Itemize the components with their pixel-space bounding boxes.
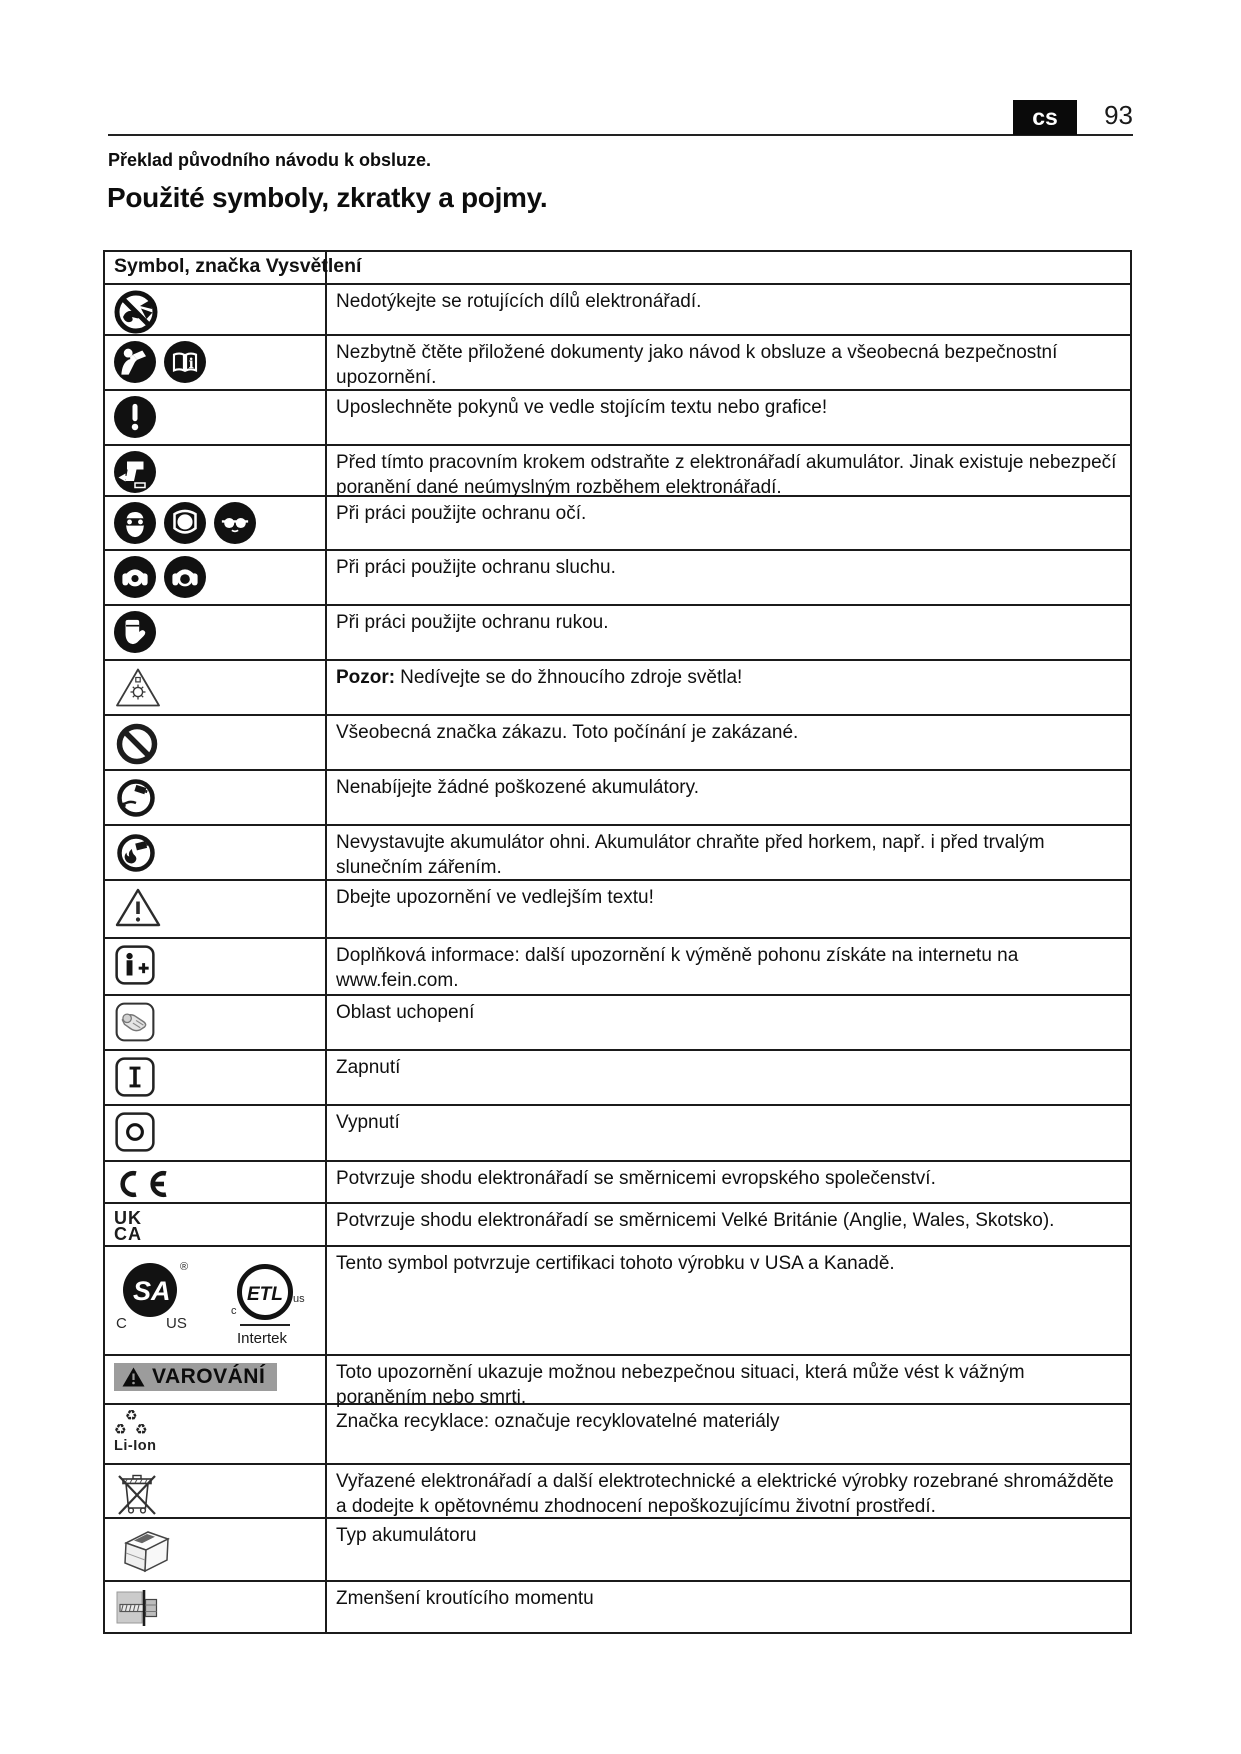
symbol-cell [105,1582,327,1632]
symbol-cell [105,716,327,769]
language-badge: cs [1013,100,1077,135]
row-text: Nedotýkejte se rotujících dílů elektronářadí. [336,291,702,312]
symbol-cell [105,939,327,994]
eye-protection-icon [214,502,256,544]
svg-text:Intertek: Intertek [237,1330,288,1347]
table-row [105,824,1130,879]
ear-protection-icon-1 [114,556,156,598]
read-manual-person-icon [114,341,156,383]
row-text-bold: Pozor: [336,667,396,688]
row-text: Nezbytně čtěte přiložené dokumenty jako návod k obsluze a všeobecná bezpečnostní upozornění. [336,342,1058,388]
table-row [105,389,1130,444]
explanation-cell [327,551,1130,604]
row-text: Dbejte upozornění ve vedlejším textu! [336,887,654,908]
explanation-cell [327,1162,1130,1202]
torque-reduction-icon [114,1590,172,1628]
ear-protection-icon-2 [164,556,206,598]
explanation-cell [327,1204,1130,1245]
row-text: Zapnutí [336,1057,401,1078]
additional-info-icon [114,944,156,986]
explanation-cell [327,716,1130,769]
table-header: Symbol, značka Vysvětlení [114,255,362,277]
explanation-cell [327,1582,1130,1632]
row-text: Značka recyklace: označuje recyklovatelné materiály [336,1411,780,1432]
row-text: Vypnutí [336,1112,400,1133]
symbol-cell [105,1162,327,1202]
symbol-cell [105,661,327,714]
row-text: Nenabíjejte žádné poškozené akumulátory. [336,777,699,798]
ukca-line2: CA [114,1224,142,1244]
explanation-cell [327,1356,1130,1408]
table-row [105,1580,1130,1632]
symbol-cell [105,1405,327,1463]
row-text: Nedívejte se do žhnoucího zdroje světla! [400,667,743,688]
row-text: Při práci použijte ochranu očí. [336,503,587,524]
explanation-cell [327,606,1130,659]
explanation-cell [327,996,1130,1049]
table-row [105,879,1130,937]
row-text: Při práci použijte ochranu rukou. [336,612,609,633]
header-explanation-cell [327,252,1130,283]
table-row [105,604,1130,659]
explanation-cell [327,285,1130,334]
table-row [105,1463,1130,1517]
no-touch-rotating-parts-icon [114,290,158,334]
row-text: Uposlechněte pokynů ve vedle stojícím textu nebo grafice! [336,397,828,418]
table-row [105,1049,1130,1104]
liion-label: Li-Ion [114,1438,157,1454]
row-text: Typ akumulátoru [336,1525,477,1546]
symbol-cell [105,826,327,879]
table-row [105,1245,1130,1354]
symbol-cell [105,771,327,824]
symbol-cell [105,336,327,389]
follow-instructions-icon [114,396,156,438]
table-row [105,1202,1130,1245]
row-text: Nevystavujte akumulátor ohni. Akumulátor chraňte před horkem, např. i před trvalým slunečním zářením. [336,832,1045,878]
svg-text:SA: SA [133,1276,171,1306]
table-row [105,994,1130,1049]
row-text: Před tímto pracovním krokem odstraňte z elektronářadí akumulátor. Jinak existuje nebezpečí poranění dané neúmyslným rozběhem elektronářadí. [336,452,1117,498]
manual-book-info-icon [164,341,206,383]
symbol-cell [105,606,327,659]
explanation-cell [327,1519,1130,1580]
table-row [105,1104,1130,1160]
explanation-cell [327,336,1130,389]
ce-mark-icon [114,1169,176,1199]
explanation-cell [327,1051,1130,1104]
symbol-cell [105,1519,327,1580]
row-text: Při práci použijte ochranu sluchu. [336,557,616,578]
row-text: Zmenšení kroutícího momentu [336,1588,594,1609]
table-row [105,937,1130,994]
etl-mark-icon [231,1267,305,1348]
remove-battery-icon [114,451,156,493]
table-row [105,283,1130,334]
symbol-cell [105,881,327,937]
row-text: Tento symbol potvrzuje certifikaci tohoto výrobku v USA a Kanadě. [336,1253,895,1274]
table-row [105,549,1130,604]
symbol-cell [105,446,327,495]
recycle-symbols-bottom: ♻ ♻ [114,1422,150,1438]
symbol-cell [105,1465,327,1517]
protective-gloves-icon [114,611,156,653]
safety-goggles-icon [114,502,156,544]
explanation-cell [327,497,1130,549]
grip-area-icon [114,1001,156,1043]
symbol-cell [105,1106,327,1160]
explanation-cell [327,939,1130,994]
row-text: Všeobecná značka zákazu. Toto počínání je zakázané. [336,722,799,743]
table-row [105,1517,1130,1580]
power-off-icon [114,1111,156,1153]
svg-text:®: ® [180,1261,189,1273]
crossed-out-wheelie-bin-icon [114,1468,160,1516]
explanation-cell [327,391,1130,444]
table-row [105,1354,1130,1408]
explanation-cell [327,826,1130,879]
explanation-cell [327,1465,1130,1517]
csa-etl-marks [114,1252,318,1352]
no-charging-damaged-battery-icon [114,776,158,820]
doc-title: Použité symboly, zkratky a pojmy. [107,182,548,213]
symbols-table [103,250,1132,1634]
symbol-cell [105,285,327,334]
table-row [105,495,1130,549]
svg-text:US: US [166,1315,187,1332]
explanation-cell [327,1247,1130,1354]
table-row [105,444,1130,498]
power-on-icon [114,1056,156,1098]
csa-mark-icon [116,1261,188,1332]
recycling-icon [114,1409,156,1453]
table-header-row [105,252,1130,283]
row-text: Oblast uchopení [336,1002,475,1023]
explanation-cell [327,881,1130,937]
warning-badge-label: VAROVÁNÍ [152,1365,266,1388]
explanation-cell [327,1106,1130,1160]
prohibition-icon [114,721,160,767]
explanation-cell [327,661,1130,714]
doc-subtitle: Překlad původního návodu k obsluze. [108,150,432,170]
warning-badge-triangle-icon [122,1367,145,1387]
symbol-cell [105,1204,327,1245]
row-text: Vyřazené elektronářadí a další elektrotechnické a elektrické výrobky rozebrané shromážděte a dodejte k opětovnému zhodnocení nepoškozujícímu životní prostředí. [336,1471,1114,1517]
face-shield-icon [164,502,206,544]
page-number: 93 [1104,100,1133,130]
table-row [105,334,1130,389]
symbol-cell [105,1051,327,1104]
symbol-cell [105,1356,327,1403]
bright-light-warning-icon [114,666,162,709]
symbol-cell [105,996,327,1049]
warning-badge [114,1363,277,1391]
symbol-cell [105,391,327,444]
table-row [105,1160,1130,1202]
recycle-symbol-top: ♻ [125,1408,138,1424]
ukca-mark-icon [114,1210,142,1242]
row-text: Potvrzuje shodu elektronářadí se směrnicemi Velké Británie (Anglie, Wales, Skotsko). [336,1210,1055,1231]
row-text: Doplňková informace: další upozornění k výměně pohonu získáte na internetu na www.fein.com. [336,945,1019,991]
warning-triangle-icon [114,886,162,929]
row-text: Potvrzuje shodu elektronářadí se směrnicemi evropského společenství. [336,1168,936,1189]
header-rule [108,134,1133,136]
ukca-line1: UK [114,1208,142,1228]
battery-pack-icon [114,1523,178,1579]
svg-text:us: us [293,1293,305,1305]
table-row [105,659,1130,714]
explanation-cell [327,1405,1130,1463]
svg-text:C: C [116,1315,127,1332]
table-row [105,769,1130,824]
no-fire-battery-icon [114,831,158,875]
table-row [105,714,1130,769]
symbol-cell [105,551,327,604]
table-row [105,1403,1130,1463]
explanation-cell [327,771,1130,824]
book-i-glyph: i [188,355,194,372]
svg-text:ETL: ETL [247,1284,283,1305]
svg-text:c: c [231,1305,237,1317]
symbol-cell [105,1247,327,1354]
symbol-cell [105,497,327,549]
explanation-cell [327,446,1130,498]
row-text: Toto upozornění ukazuje možnou nebezpečnou situaci, která může vést k vážným poraněním nebo smrti. [336,1362,1025,1408]
